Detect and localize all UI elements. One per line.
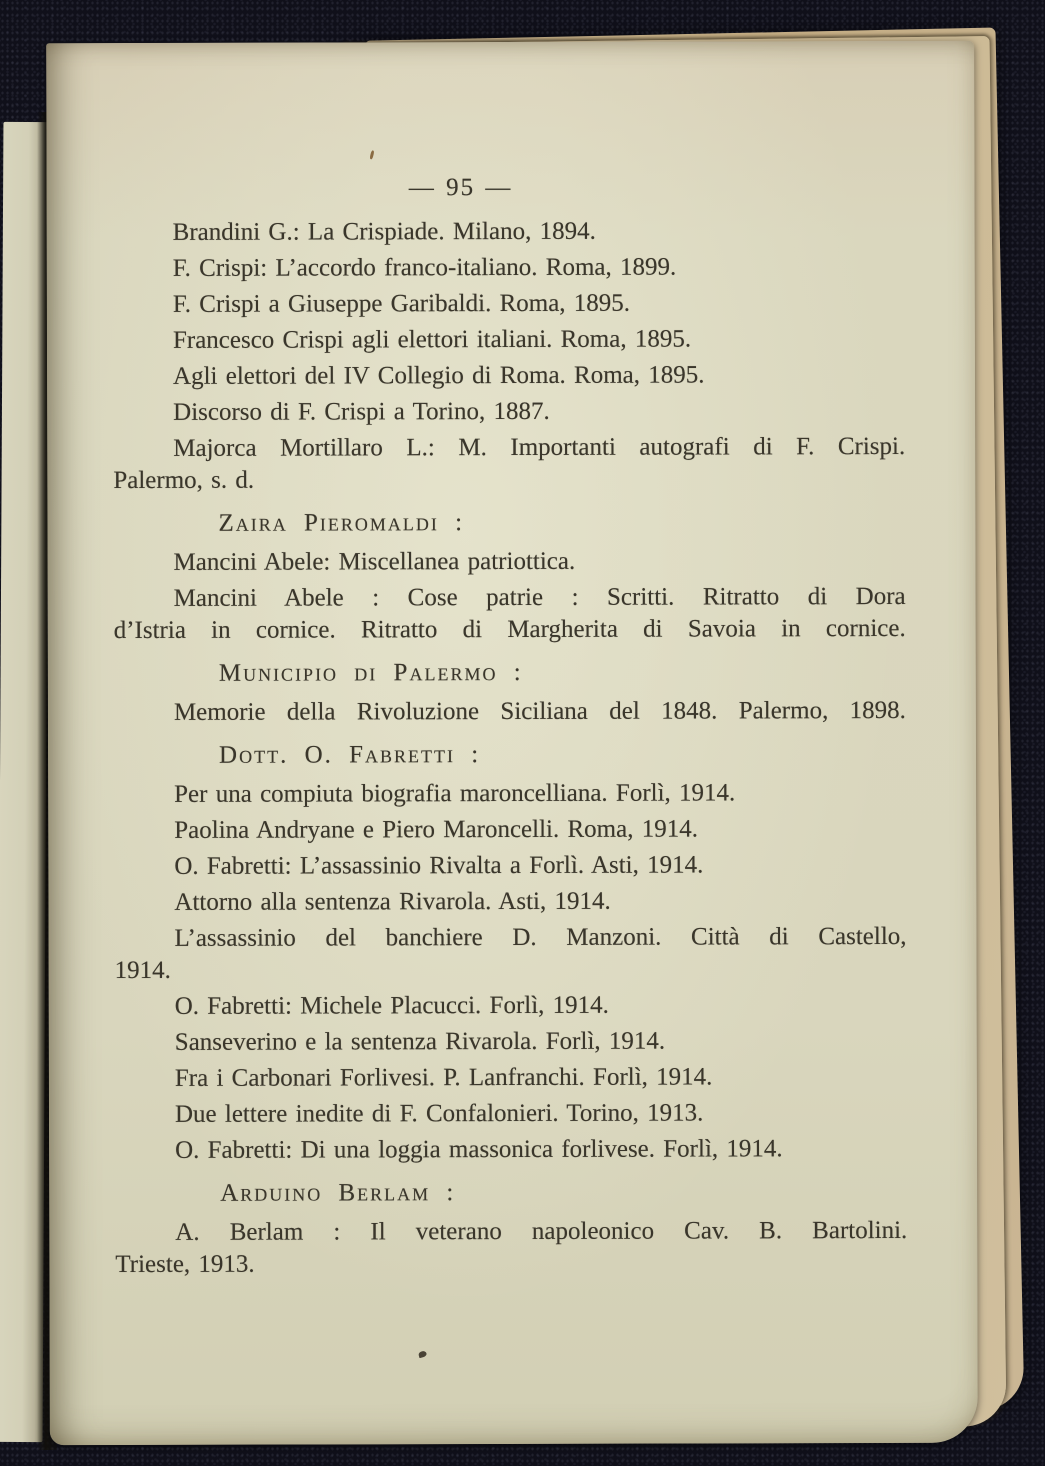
ink-speck [418,1350,427,1358]
bibliography-entry-line: O. Fabretti: L’assassinio Rivalta a Forlì. Asti, 1914. [174,851,704,880]
collection-heading: Arduino Berlam : [220,1179,456,1207]
bibliography-entry-line: Memorie della Rivoluzione Siciliana del 1848. Palermo, 1898. [173,696,906,726]
bibliography-entry-line: F. Crispi: L’accordo franco-italiano. Roma, 1899. [172,253,677,282]
bibliography-entry-line: Agli elettori del IV Collegio di Roma. Roma, 1895. [173,361,705,390]
bibliography-entry-line: Fra i Carbonari Forlivesi. P. Lanfranchi. Forlì, 1914. [174,1063,713,1092]
bibliography-entry-line: L’assassinio del banchiere D. Manzoni. Città di Castello, [174,922,907,952]
book-page [46,41,978,1445]
bibliography-entry-line: Per una compiuta biografia maroncelliana. Forlì, 1914. [174,779,736,808]
bibliography-entry-line: Discorso di F. Crispi a Torino, 1887. [173,397,550,426]
bibliography-entry-continuation: 1914. [114,956,171,985]
collection-heading: Municipio di Palermo : [218,658,523,687]
bibliography-entry-continuation: d’Istria in cornice. Ritratto di Margherita di Savoia in cornice. [113,614,906,645]
bibliography-entry-line: Due lettere inedite di F. Confalonieri. Torino, 1913. [174,1099,704,1128]
bibliography-entry-line: Attorno alla sentenza Rivarola. Asti, 1914. [174,887,611,916]
bibliography-entry-line: Mancini Abele: Miscellanea patriottica. [173,547,576,576]
bibliography-entry-continuation: Trieste, 1913. [115,1250,255,1279]
bibliography-entry-continuation: Palermo, s. d. [113,466,255,495]
bibliography-entry-line: Brandini G.: La Crispiade. Milano, 1894. [172,217,596,246]
bibliography-entry-line: O. Fabretti: Michele Placucci. Forlì, 1914. [174,991,609,1020]
bibliography-entry-line: O. Fabretti: Di una loggia massonica forlivese. Forlì, 1914. [175,1135,783,1164]
bibliography-entry-line: Francesco Crispi agli elettori italiani. Roma, 1895. [172,325,692,354]
page-number: — 95 — [408,173,513,202]
bibliography-entry-line: A. Berlam : Il veterano napoleonico Cav. B. Bartolini. [175,1216,908,1246]
bibliography-entry-line: Majorca Mortillaro L.: M. Importanti autografi di F. Crispi. [173,432,906,462]
page-text [112,41,907,1283]
bibliography-entry-line: Paolina Andryane e Piero Maroncelli. Roma, 1914. [174,815,698,844]
collection-heading: Dott. O. Fabretti : [218,741,481,769]
collection-heading: Zaira Pieromaldi : [218,509,465,537]
bibliography-entry-line: Sanseverino e la sentenza Rivarola. Forlì, 1914. [174,1027,666,1056]
bibliography-entry-line: F. Crispi a Giuseppe Garibaldi. Roma, 1895. [172,289,631,318]
bibliography-entry-line: Mancini Abele : Cose patrie : Scritti. Ritratto di Dora [173,582,906,612]
